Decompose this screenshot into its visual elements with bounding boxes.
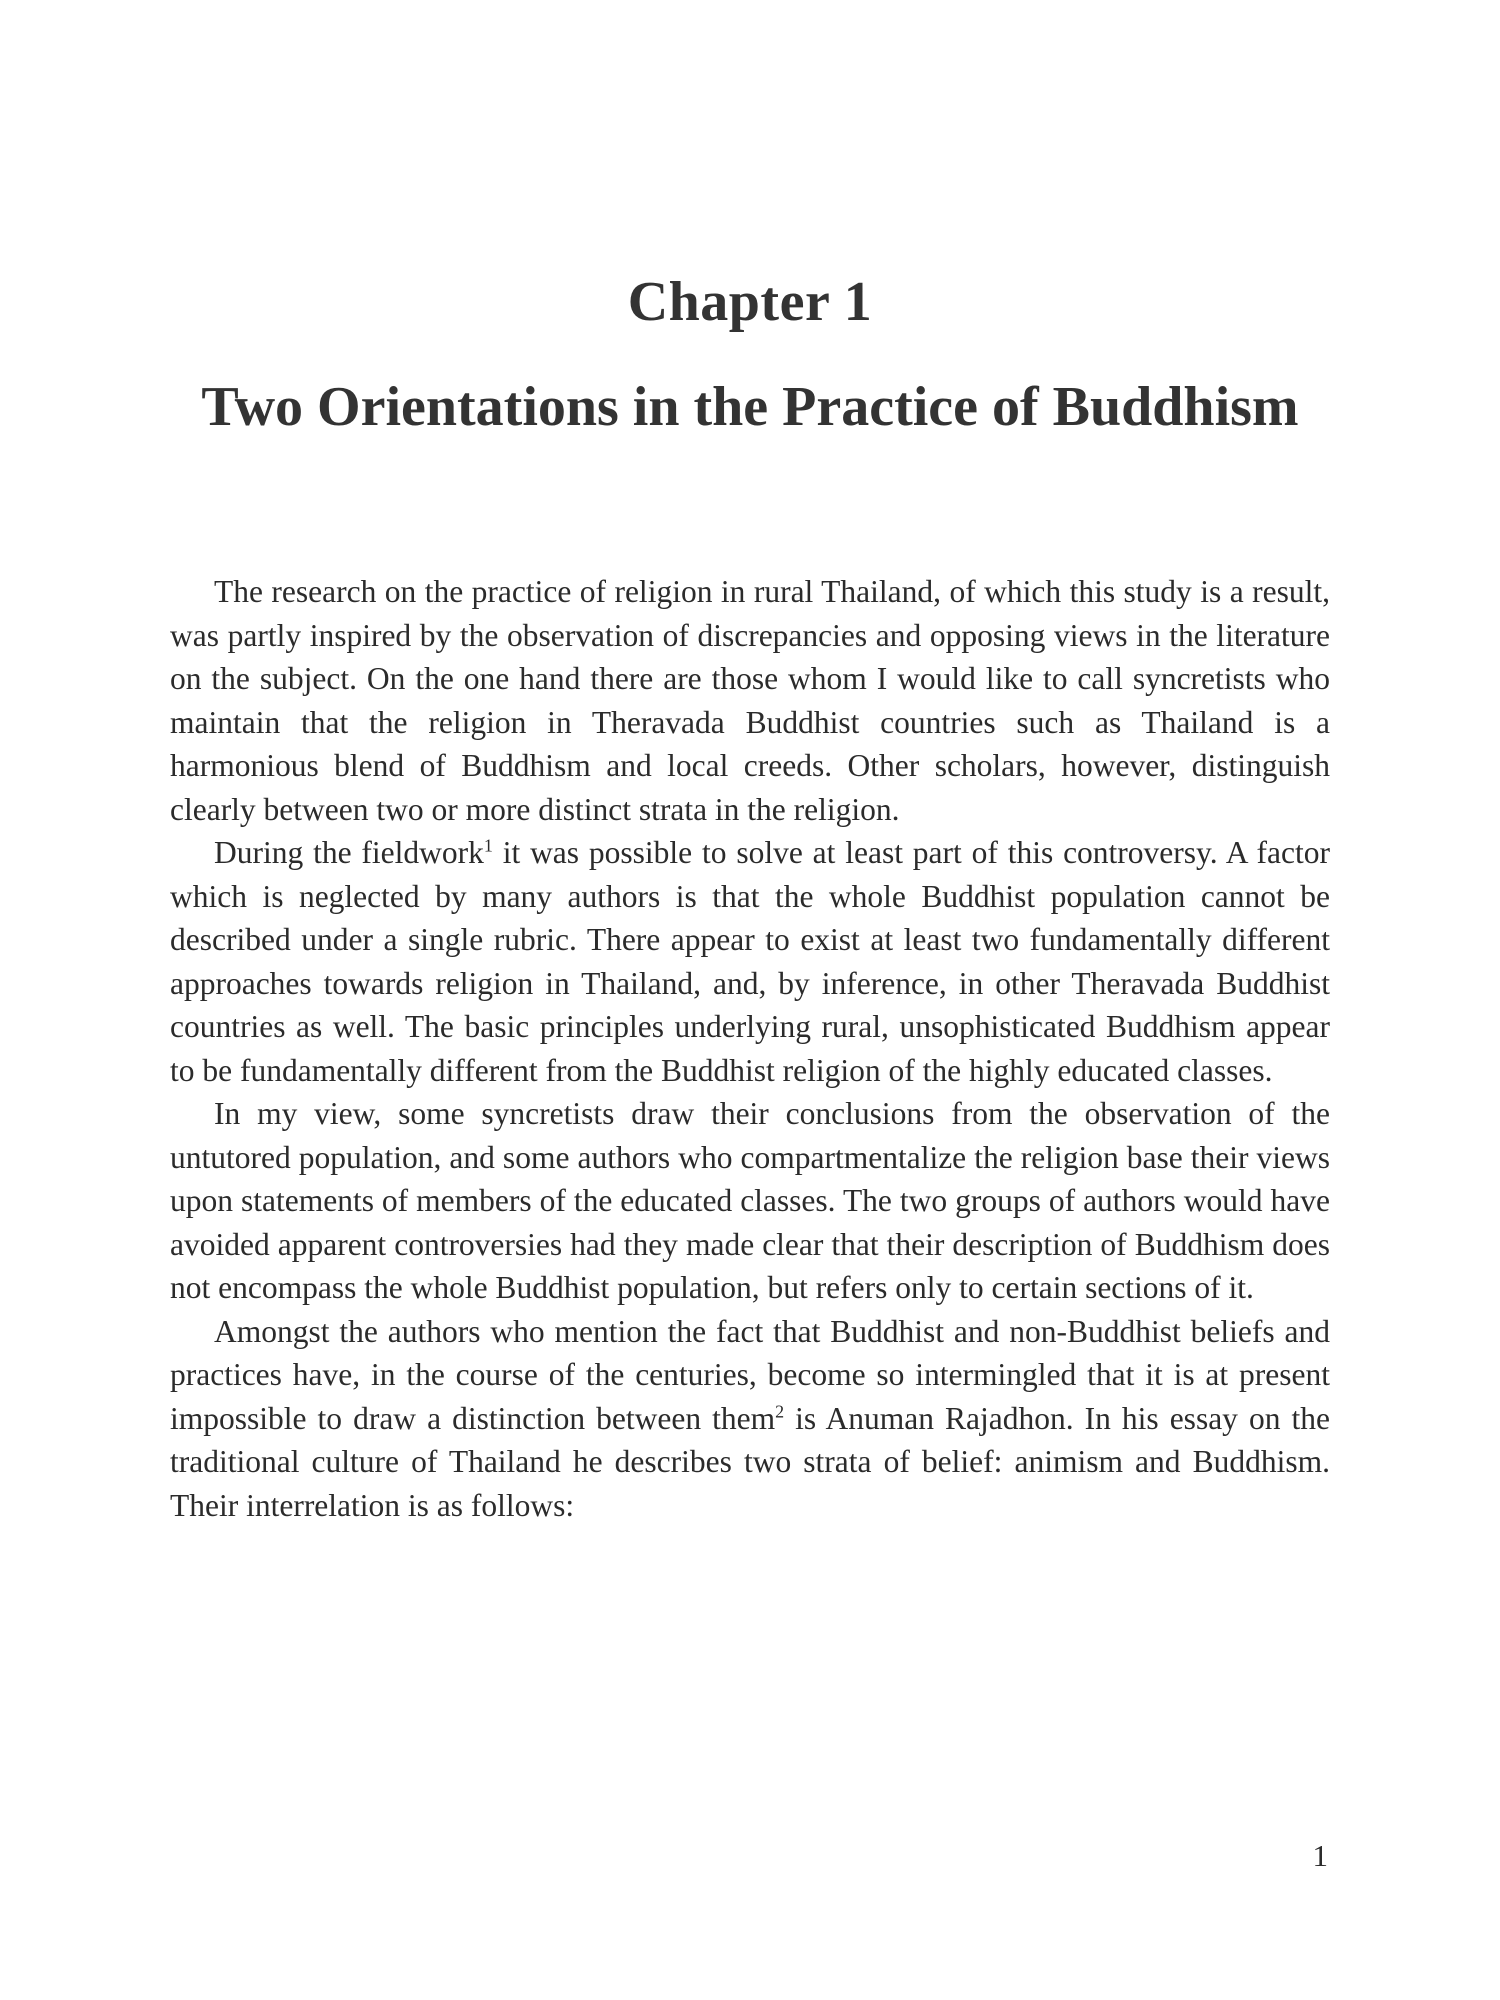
paragraph-3: In my view, some syncretists draw their conclusions from the observation of the untutored population, and some authors who compartmentalize the religion base their views upon statements of members of the educated classes. The two groups of authors would have avoided apparent controversies had they made clear that their description of Buddhism does not encompass the whole Buddhist population, but refers only to certain sections of it. bbox=[170, 1096, 1330, 1305]
body-text bbox=[170, 570, 1330, 1527]
paragraph-4-end: is Anuman Rajadhon. In his essay on the traditional culture of Thailand he describes two strata of belief: animism and Buddhism. Their interrelation is as follows: bbox=[170, 1400, 1330, 1523]
chapter-label: Chapter 1 bbox=[627, 271, 873, 333]
chapter-title: Two Orientations in the Practice of Buddhism bbox=[201, 376, 1299, 438]
paragraph-2-end: it was possible to solve at least part of this controversy. A factor which is neglected by many authors is that the whole Buddhist population cannot be described under a single rubric. There appear to exist at least two fundamentally different approaches towards religion in Thailand, and, by inference, in other Theravada Buddhist countries as well. The basic principles underlying rural, unsophisticated Buddhism appear to be fundamentally different from the Buddhist religion of the highly educated classes. bbox=[170, 835, 1330, 1088]
paragraph-4-start: Amongst the authors who mention the fact that Buddhist and non-Buddhist beliefs and practices have, in the course of the centuries, become so intermingled that it is at present impossible to draw a distinction between them bbox=[170, 1313, 1330, 1436]
page-number: 1 bbox=[1312, 1838, 1328, 1873]
paragraph-2 bbox=[170, 831, 1330, 1092]
paragraph-4 bbox=[170, 1310, 1330, 1528]
footnote-ref-2[interactable]: 2 bbox=[775, 1401, 785, 1421]
paragraph-2-start: During the fieldwork bbox=[214, 835, 484, 870]
footnote-ref-1[interactable]: 1 bbox=[483, 835, 493, 856]
paragraph-1: The research on the practice of religion in rural Thailand, of which this study is a result, was partly inspired by the observation of discrepancies and opposing views in the literature on the subject. On the one hand there are those whom I would like to call syncretists who maintain that the religion in Theravada Buddhist countries such as Thailand is a harmonious blend of Buddhism and local creeds. Other scholars, however, distinguish clearly between two or more distinct strata in the religion. bbox=[170, 574, 1330, 827]
